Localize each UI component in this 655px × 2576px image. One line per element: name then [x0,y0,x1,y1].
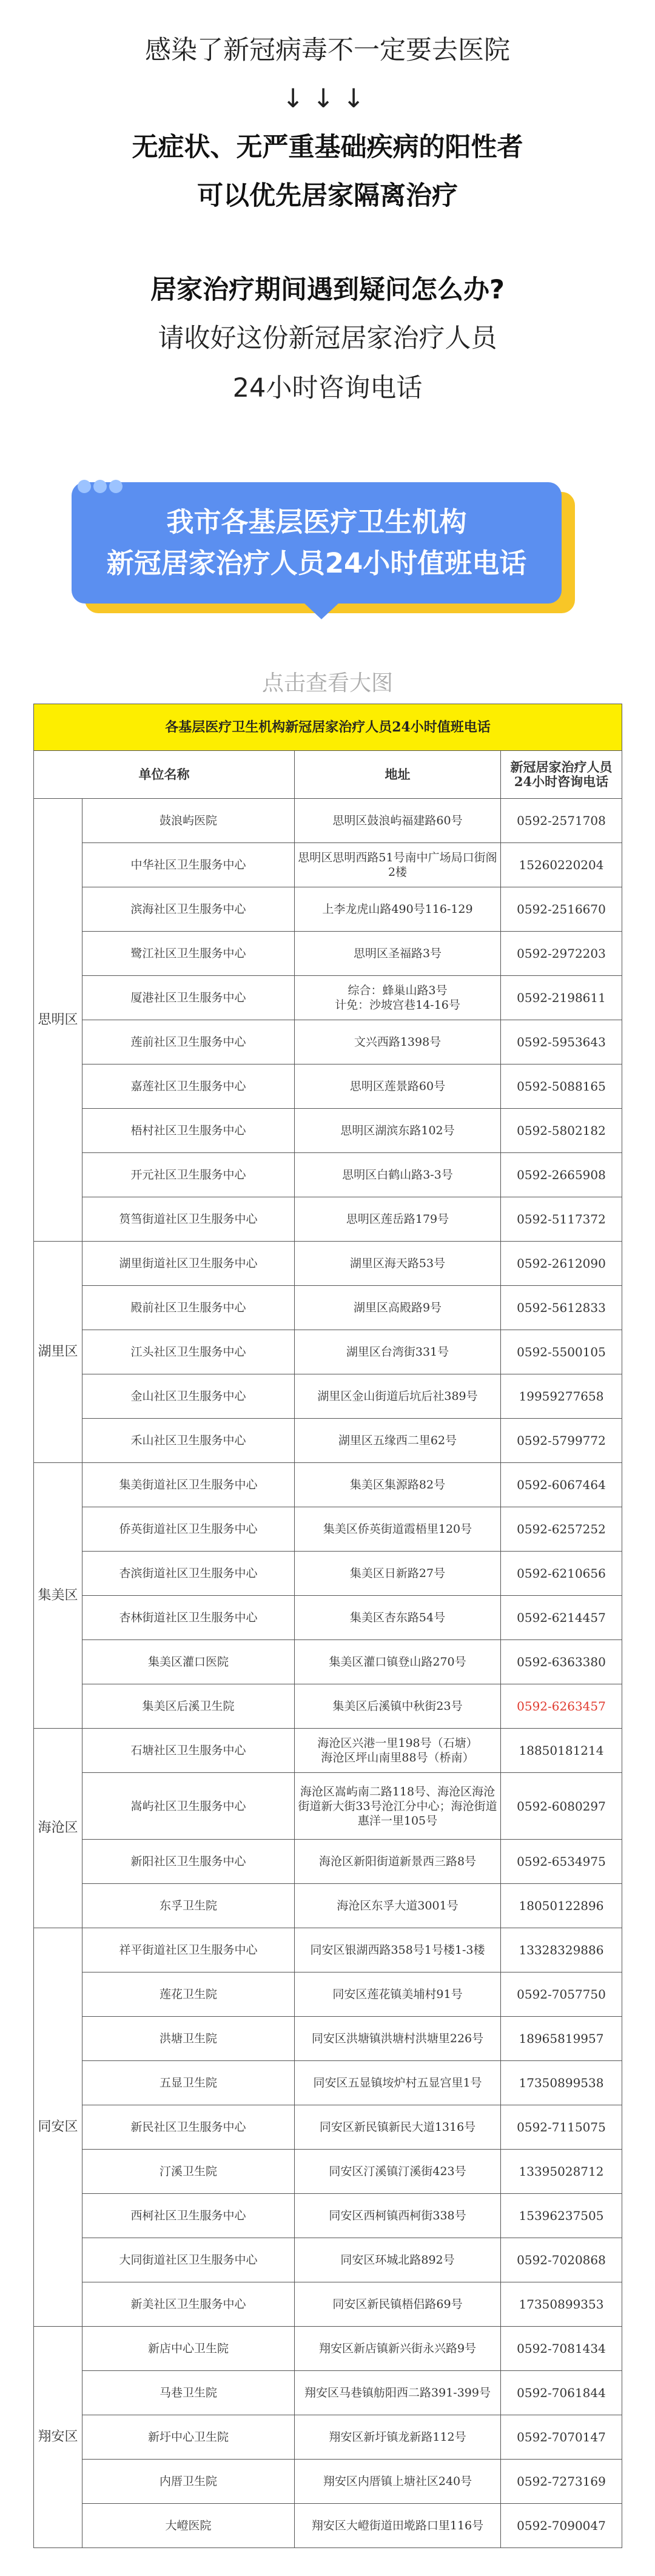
phone-cell[interactable]: 18850181214 [501,1729,622,1773]
unit-name-cell: 祥平街道社区卫生服务中心 [82,1928,295,1972]
banner-tail [303,602,340,619]
address-cell: 思明区莲景路60号 [295,1064,501,1109]
unit-name-cell: 中华社区卫生服务中心 [82,843,295,887]
unit-name-cell: 筼筜街道社区卫生服务中心 [82,1197,295,1242]
address-cell: 综合：蜂巢山路3号 计免：沙坡宫巷14-16号 [295,976,501,1020]
unit-name-cell: 殿前社区卫生服务中心 [82,1286,295,1330]
table-title: 各基层医疗卫生机构新冠居家治疗人员24小时值班电话 [34,704,622,751]
table-row [34,2504,622,2548]
phone-cell[interactable]: 13328329886 [501,1928,622,1972]
table-row [34,1640,622,1684]
phone-cell[interactable]: 0592-5500105 [501,1330,622,1374]
district-cell: 海沧区 [34,1729,82,1928]
address-cell: 同安区汀溪镇汀溪街423号 [295,2150,501,2194]
table-row [34,1286,622,1330]
unit-name-cell: 新民社区卫生服务中心 [82,2105,295,2150]
table-row [34,1972,622,2017]
phone-cell[interactable]: 0592-5953643 [501,1020,622,1064]
banner-line-2: 新冠居家治疗人员24小时值班电话 [106,547,527,579]
address-cell: 同安区五显镇垵炉村五显宫里1号 [295,2061,501,2105]
address-cell: 文兴西路1398号 [295,1020,501,1064]
phone-cell[interactable]: 17350899353 [501,2282,622,2327]
unit-name-cell: 集美街道社区卫生服务中心 [82,1463,295,1507]
table-header-row [34,751,622,799]
table-row [34,1242,622,1286]
unit-name-cell: 莲花卫生院 [82,1972,295,2017]
phone-cell[interactable]: 0592-5088165 [501,1064,622,1109]
address-cell: 湖里区台湾街331号 [295,1330,501,1374]
unit-name-cell: 滨海社区卫生服务中心 [82,887,295,932]
phone-cell[interactable]: 0592-6257252 [501,1507,622,1552]
table-row [34,976,622,1020]
address-cell: 集美区日新路27号 [295,1552,501,1596]
unit-name-cell: 内厝卫生院 [82,2460,295,2504]
phone-cell[interactable]: 0592-6210656 [501,1552,622,1596]
table-row [34,1928,622,1972]
table-row [34,1507,622,1552]
phone-cell[interactable]: 0592-5799772 [501,1419,622,1463]
unit-name-cell: 石塘社区卫生服务中心 [82,1729,295,1773]
unit-name-cell: 新美社区卫生服务中心 [82,2282,295,2327]
unit-name-cell: 杏滨街道社区卫生服务中心 [82,1552,295,1596]
table-row [34,2327,622,2371]
arrows: ↓↓↓ [281,84,374,114]
address-cell: 同安区新民镇梧侣路69号 [295,2282,501,2327]
phone-cell[interactable]: 0592-6067464 [501,1463,622,1507]
unit-name-cell: 东孚卫生院 [82,1884,295,1928]
unit-name-cell: 洪塘卫生院 [82,2017,295,2061]
address-cell: 同安区环城北路892号 [295,2238,501,2282]
address-cell: 思明区莲岳路179号 [295,1197,501,1242]
phone-cell[interactable]: 0592-6263457 [501,1684,622,1729]
address-cell: 上李龙虎山路490号116-129 [295,887,501,932]
phone-cell[interactable]: 0592-7081434 [501,2327,622,2371]
address-cell: 湖里区五缘西二里62号 [295,1419,501,1463]
table-row [34,1419,622,1463]
unit-name-cell: 新圩中心卫生院 [82,2415,295,2460]
unit-name-cell: 鼓浪屿医院 [82,799,295,843]
unit-name-cell: 梧村社区卫生服务中心 [82,1109,295,1153]
unit-name-cell: 西柯社区卫生服务中心 [82,2194,295,2238]
address-cell: 翔安区马巷镇舫阳西二路391-399号 [295,2371,501,2415]
intro-line-5: 24小时咨询电话 [232,373,423,403]
unit-name-cell: 杏林街道社区卫生服务中心 [82,1596,295,1640]
table-row [34,1884,622,1928]
intro-line-4: 请收好这份新冠居家治疗人员 [158,323,497,354]
address-cell: 翔安区新店镇新兴街永兴路9号 [295,2327,501,2371]
phone-cell[interactable]: 0592-5802182 [501,1109,622,1153]
table-row [34,1773,622,1840]
intro-line-3: 可以优先居家隔离治疗 [197,181,458,211]
address-cell: 海沧区东孚大道3001号 [295,1884,501,1928]
unit-name-cell: 新店中心卫生院 [82,2327,295,2371]
address-cell: 同安区洪塘镇洪塘村洪塘里226号 [295,2017,501,2061]
address-cell: 翔安区内厝镇上塘社区240号 [295,2460,501,2504]
table-row [34,1109,622,1153]
address-cell: 翔安区大嶝街道田墘路口里116号 [295,2504,501,2548]
address-cell: 翔安区新圩镇龙新路112号 [295,2415,501,2460]
phone-cell[interactable]: 0592-6534975 [501,1840,622,1884]
phone-cell[interactable]: 0592-2198611 [501,976,622,1020]
unit-name-cell: 莲前社区卫生服务中心 [82,1020,295,1064]
address-cell: 集美区后溪镇中秋街23号 [295,1684,501,1729]
unit-name-cell: 汀溪卫生院 [82,2150,295,2194]
unit-name-cell: 新阳社区卫生服务中心 [82,1840,295,1884]
table-row [34,2415,622,2460]
phone-cell[interactable]: 19959277658 [501,1374,622,1419]
unit-name-cell: 禾山社区卫生服务中心 [82,1419,295,1463]
phone-cell[interactable]: 0592-7273169 [501,2460,622,2504]
address-cell: 同安区莲花镇美埔村91号 [295,1972,501,2017]
district-cell: 翔安区 [34,2327,82,2548]
address-cell: 同安区西柯镇西柯街338号 [295,2194,501,2238]
table-row [34,1330,622,1374]
table-row [34,887,622,932]
table-title-row [34,704,622,751]
address-cell: 湖里区海天路53号 [295,1242,501,1286]
phone-cell[interactable]: 13395028712 [501,2150,622,2194]
table-row [34,1153,622,1197]
table-row [34,2238,622,2282]
phone-cell[interactable]: 18050122896 [501,1884,622,1928]
view-large-image-hint[interactable]: 点击查看大图 [261,671,393,696]
phone-cell[interactable]: 0592-2665908 [501,1153,622,1197]
intro-line-2: 无症状、无严重基础疾病的阳性者 [132,132,523,163]
address-cell: 思明区思明西路51号南中广场局口街阁2楼 [295,843,501,887]
phone-cell[interactable]: 0592-7070147 [501,2415,622,2460]
table-row [34,932,622,976]
phone-cell[interactable]: 0592-5612833 [501,1286,622,1330]
address-cell: 集美区杏东路54号 [295,1596,501,1640]
phone-cell[interactable]: 0592-7061844 [501,2371,622,2415]
address-cell: 湖里区金山街道后坑后社389号 [295,1374,501,1419]
address-cell: 集美区灌口镇登山路270号 [295,1640,501,1684]
address-cell: 思明区圣福路3号 [295,932,501,976]
unit-name-cell: 嘉莲社区卫生服务中心 [82,1064,295,1109]
header-tel: 新冠居家治疗人员24小时咨询电话 [501,751,622,799]
table-row [34,1463,622,1507]
banner-box [72,482,562,604]
district-cell: 湖里区 [34,1242,82,1463]
table-row [34,2017,622,2061]
unit-name-cell: 五显卫生院 [82,2061,295,2105]
table-row [34,1729,622,1773]
banner [72,482,575,628]
banner-line-1: 我市各基层医疗卫生机构 [166,506,467,538]
phone-cell[interactable]: 0592-7090047 [501,2504,622,2548]
district-cell: 思明区 [34,799,82,1242]
unit-name-cell: 湖里街道社区卫生服务中心 [82,1242,295,1286]
table-row [34,1840,622,1884]
address-cell: 湖里区高殿路9号 [295,1286,501,1330]
table-row [34,2371,622,2415]
phone-cell[interactable]: 0592-2972203 [501,932,622,976]
intro-question: 居家治疗期间遇到疑问怎么办? [150,275,505,305]
phone-cell[interactable]: 0592-7020868 [501,2238,622,2282]
address-cell: 思明区白鹤山路3-3号 [295,1153,501,1197]
table-row [34,2061,622,2105]
address-cell: 同安区银湖西路358号1号楼1-3楼 [295,1928,501,1972]
unit-name-cell: 开元社区卫生服务中心 [82,1153,295,1197]
phone-cell[interactable]: 0592-7115075 [501,2105,622,2150]
address-cell: 集美区侨英街道霞梧里120号 [295,1507,501,1552]
phone-cell[interactable]: 15396237505 [501,2194,622,2238]
phone-cell[interactable]: 0592-6214457 [501,1596,622,1640]
unit-name-cell: 厦港社区卫生服务中心 [82,976,295,1020]
unit-name-cell: 鹭江社区卫生服务中心 [82,932,295,976]
address-cell: 海沧区兴港一里198号（石塘） 海沧区坪山南里88号（桥南） [295,1729,501,1773]
phone-cell[interactable]: 0592-6363380 [501,1640,622,1684]
table-row [34,2150,622,2194]
phone-cell[interactable]: 17350899538 [501,2061,622,2105]
district-cell: 集美区 [34,1463,82,1729]
table-row [34,843,622,887]
phone-cell[interactable]: 0592-2571708 [501,799,622,843]
unit-name-cell: 集美区后溪卫生院 [82,1684,295,1729]
header-addr: 地址 [295,751,501,799]
table-row [34,2282,622,2327]
address-cell: 思明区湖滨东路102号 [295,1109,501,1153]
hotline-table[interactable] [33,704,622,2548]
phone-cell[interactable]: 15260220204 [501,843,622,887]
intro-line-1: 感染了新冠病毒不一定要去医院 [145,35,510,66]
header-name: 单位名称 [34,751,295,799]
table-row [34,2105,622,2150]
table-row [34,2194,622,2238]
unit-name-cell: 嵩屿社区卫生服务中心 [82,1773,295,1840]
table-row [34,1552,622,1596]
address-cell: 海沧区嵩屿南二路118号、海沧区海沧街道新大街33号沧江分中心；海沧街道惠洋一里105号 [295,1773,501,1840]
unit-name-cell: 金山社区卫生服务中心 [82,1374,295,1419]
table-row [34,799,622,843]
unit-name-cell: 大嶝医院 [82,2504,295,2548]
address-cell: 同安区新民镇新民大道1316号 [295,2105,501,2150]
phone-cell[interactable]: 0592-2516670 [501,887,622,932]
table-row [34,1684,622,1729]
table-row [34,1197,622,1242]
phone-cell[interactable]: 0592-5117372 [501,1197,622,1242]
table-row [34,1020,622,1064]
unit-name-cell: 马巷卫生院 [82,2371,295,2415]
table-row [34,1374,622,1419]
unit-name-cell: 大同街道社区卫生服务中心 [82,2238,295,2282]
table-row [34,1596,622,1640]
unit-name-cell: 侨英街道社区卫生服务中心 [82,1507,295,1552]
table-row [34,2460,622,2504]
address-cell: 海沧区新阳街道新景西三路8号 [295,1840,501,1884]
table-row [34,1064,622,1109]
address-cell: 集美区集源路82号 [295,1463,501,1507]
phone-cell[interactable]: 0592-2612090 [501,1242,622,1286]
phone-cell[interactable]: 18965819957 [501,2017,622,2061]
unit-name-cell: 江头社区卫生服务中心 [82,1330,295,1374]
district-cell: 同安区 [34,1928,82,2327]
unit-name-cell: 集美区灌口医院 [82,1640,295,1684]
phone-cell[interactable]: 0592-7057750 [501,1972,622,2017]
dots-icon [78,480,125,496]
phone-cell[interactable]: 0592-6080297 [501,1773,622,1840]
address-cell: 思明区鼓浪屿福建路60号 [295,799,501,843]
